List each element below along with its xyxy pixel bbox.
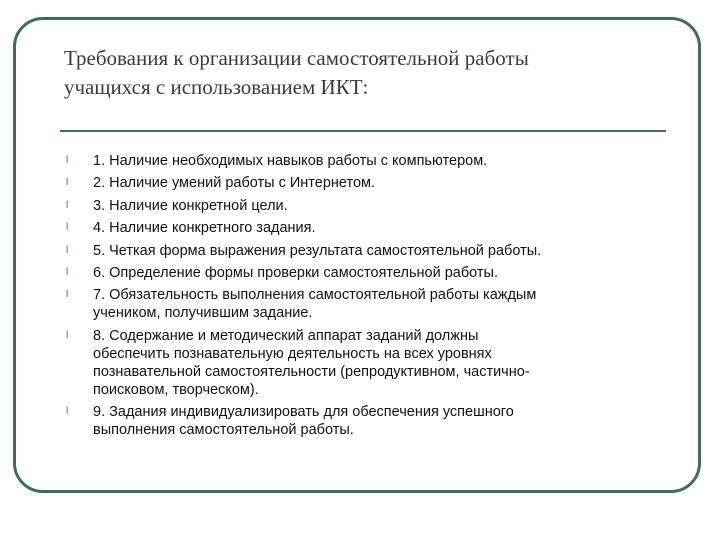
bullet-icon: l xyxy=(66,177,69,189)
list-item-line: 1. Наличие необходимых навыков работы с компьютером. xyxy=(93,153,488,169)
bullet-icon: l xyxy=(66,244,69,256)
bullet-icon: l xyxy=(66,155,69,166)
list-item-line: познавательной самостоятельности (репродуктивном, частично- xyxy=(93,363,530,380)
list-item-text xyxy=(93,219,666,237)
list-item-text xyxy=(93,174,666,192)
list-item-line: 3. Наличие конкретной цели. xyxy=(93,197,288,214)
list-item-line: обеспечить познавательную деятельность на всех уровнях xyxy=(93,345,492,362)
list-item-line: 8. Содержание и методический аппарат заданий должны xyxy=(93,327,479,344)
list-item-text xyxy=(93,327,666,399)
requirements-list xyxy=(66,152,666,444)
bullet-icon: l xyxy=(66,199,69,211)
bullet-icon: l xyxy=(66,329,69,341)
list-item-line: 6. Определение формы проверки самостоятельной работы. xyxy=(93,264,498,281)
list-item-line: учеником, получившим задание. xyxy=(93,305,313,322)
bullet-icon: l xyxy=(66,406,69,418)
list-item-text xyxy=(93,264,666,282)
list-item-line: 2. Наличие умений работы с Интернетом. xyxy=(93,175,376,192)
list-item-line: 9. Задания индивидуализировать для обеспечения успешного xyxy=(93,404,514,421)
list-item xyxy=(66,264,666,282)
list-item xyxy=(66,286,666,322)
bullet-icon: l xyxy=(66,289,69,301)
list-item-line: 5. Четкая форма выражения результата самостоятельной работы. xyxy=(93,242,542,259)
list-item xyxy=(66,219,666,237)
list-item xyxy=(66,403,666,439)
list-item-text xyxy=(93,242,666,260)
list-item-text xyxy=(93,286,666,322)
list-item-text xyxy=(93,403,666,439)
slide-title-line-2: учащихся с использованием ИКТ: xyxy=(64,75,369,99)
bullet-icon: l xyxy=(66,222,69,234)
list-item xyxy=(66,327,666,399)
title-divider xyxy=(60,130,666,132)
list-item xyxy=(66,174,666,192)
bullet-icon: l xyxy=(66,266,69,278)
list-item-text xyxy=(93,197,666,215)
list-item-line: 4. Наличие конкретного задания. xyxy=(93,220,316,237)
list-item-line: выполнения самостоятельной работы. xyxy=(93,422,354,439)
slide-title-line-1: Требования к организации самостоятельной работы xyxy=(64,46,529,70)
list-item-line: 7. Обязательность выполнения самостоятельной работы каждым xyxy=(93,287,537,304)
list-item-line: поисковом, творческом). xyxy=(93,381,259,398)
list-item-text xyxy=(93,152,666,170)
slide-title xyxy=(64,44,664,102)
list-item xyxy=(66,152,666,170)
list-item xyxy=(66,197,666,215)
list-item xyxy=(66,242,666,260)
